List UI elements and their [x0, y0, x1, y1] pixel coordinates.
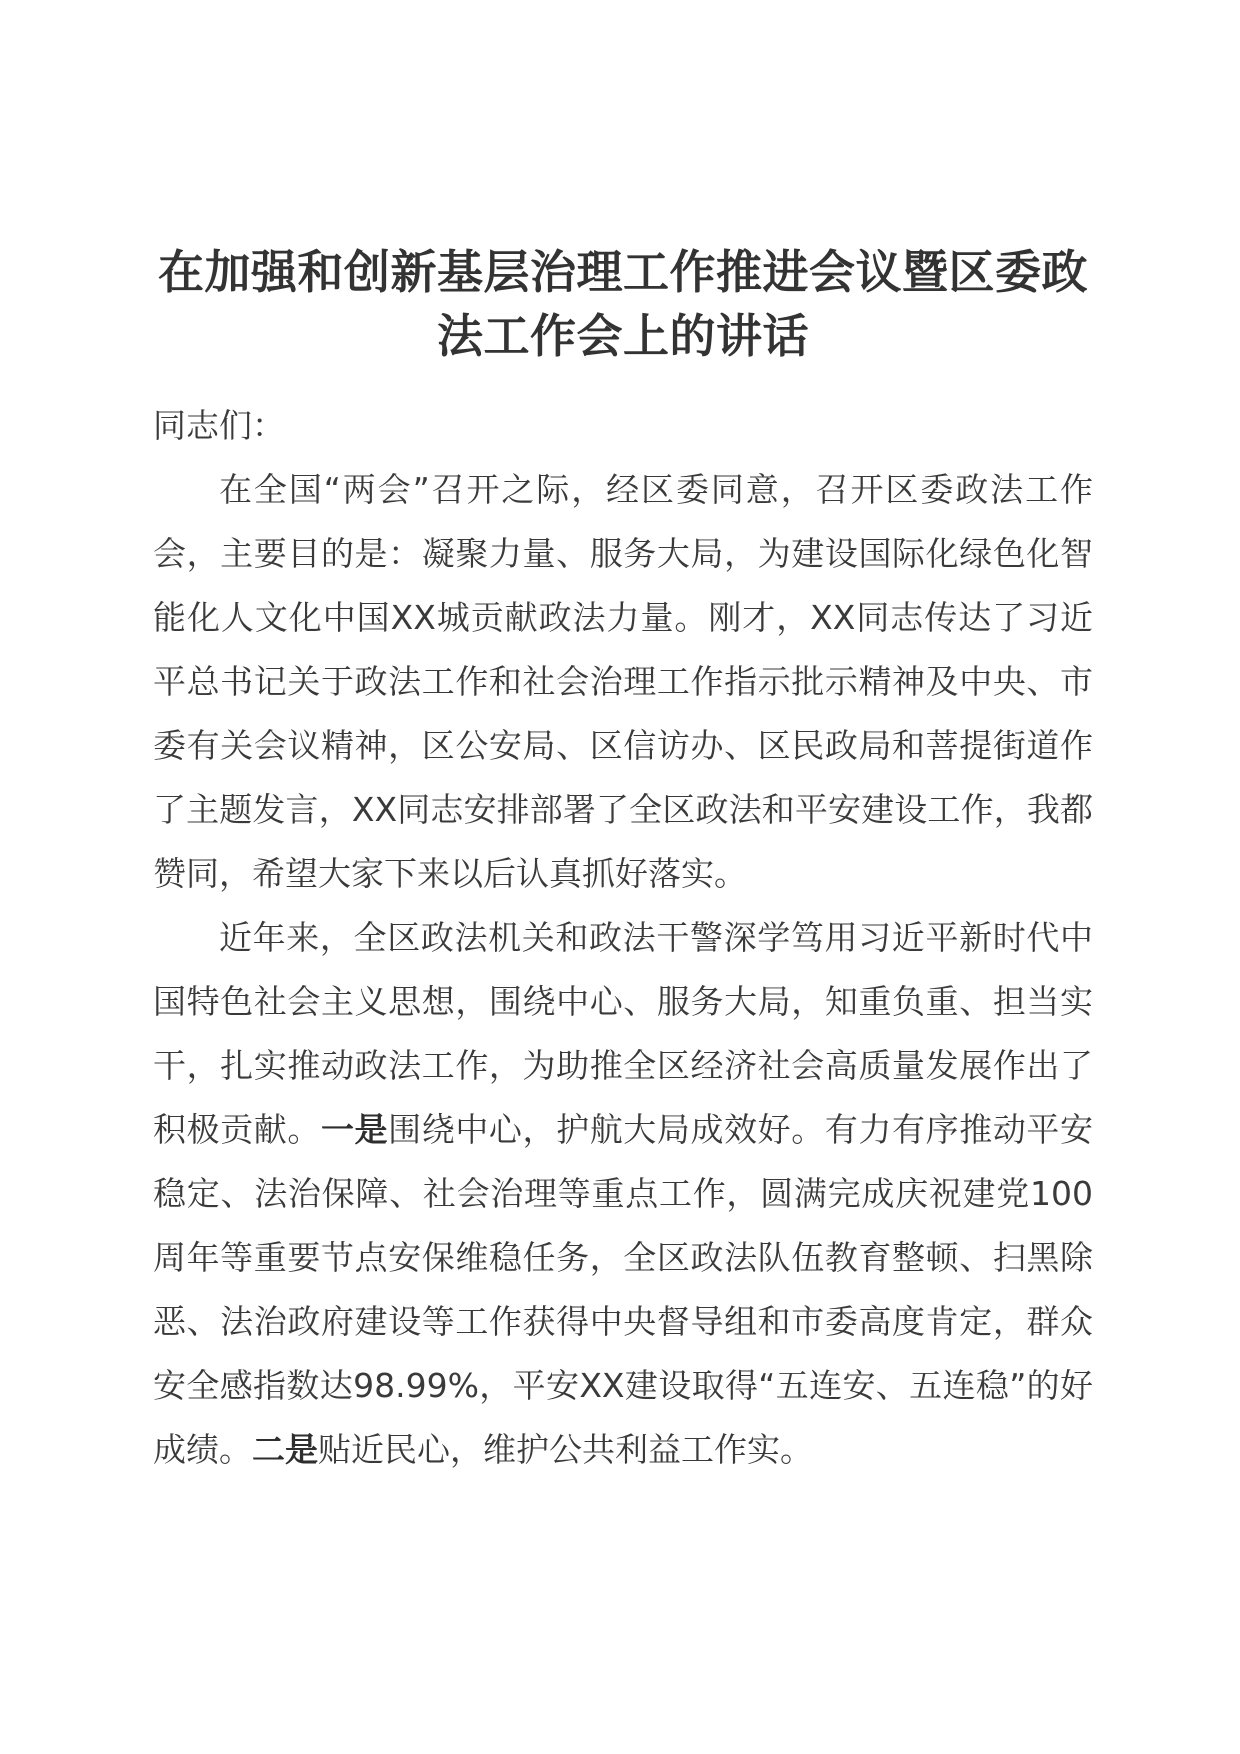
title-line-2: 法工作会上的讲话	[437, 309, 809, 363]
point-one-text: 围绕中心，护航大局成效好。有力有序推动平安稳定、法治保障、社会治理等重点工作，圆满完成庆祝建党100周年等重要节点安保维稳任务，全区政法队伍教育整顿、扫黑除恶、法治政府建设等工作获得中央督导组和市委高度肯定，群众安全感指数达98.99%，平安XX建设取得“五连安、五连稳”的好成绩。	[153, 1110, 1094, 1469]
document-page	[153, 240, 1093, 1482]
greeting: 同志们：	[153, 406, 285, 445]
paragraph-2	[153, 906, 1093, 1482]
point-two-label: 二是	[252, 1430, 318, 1469]
paragraph-1: 在全国“两会”召开之际，经区委同意，召开区委政法工作会，主要目的是：凝聚力量、服务大局，为建设国际化绿色化智能化人文化中国XX城贡献政法力量。刚才，XX同志传达了习近平总书记关于政法工作和社会治理工作指示批示精神及中央、市委有关会议精神，区公安局、区信访办、区民政局和菩提街道作了主题发言，XX同志安排部署了全区政法和平安建设工作，我都赞同，希望大家下来以后认真抓好落实。	[153, 470, 1093, 893]
title-line-1: 在加强和创新基层治理工作推进会议暨区委政	[158, 245, 1088, 299]
point-one-label: 一是	[320, 1110, 389, 1149]
point-two-text: 贴近民心，维护公共利益工作实。	[318, 1430, 813, 1469]
paragraph-2-intro: 近年来，全区政法机关和政法干警深学笃用习近平新时代中国特色社会主义思想，围绕中心、服务大局，知重负重、担当实干，扎实推动政法工作，为助推全区经济社会高质量发展作出了积极贡献。	[153, 918, 1093, 1149]
document-title	[153, 240, 1093, 368]
